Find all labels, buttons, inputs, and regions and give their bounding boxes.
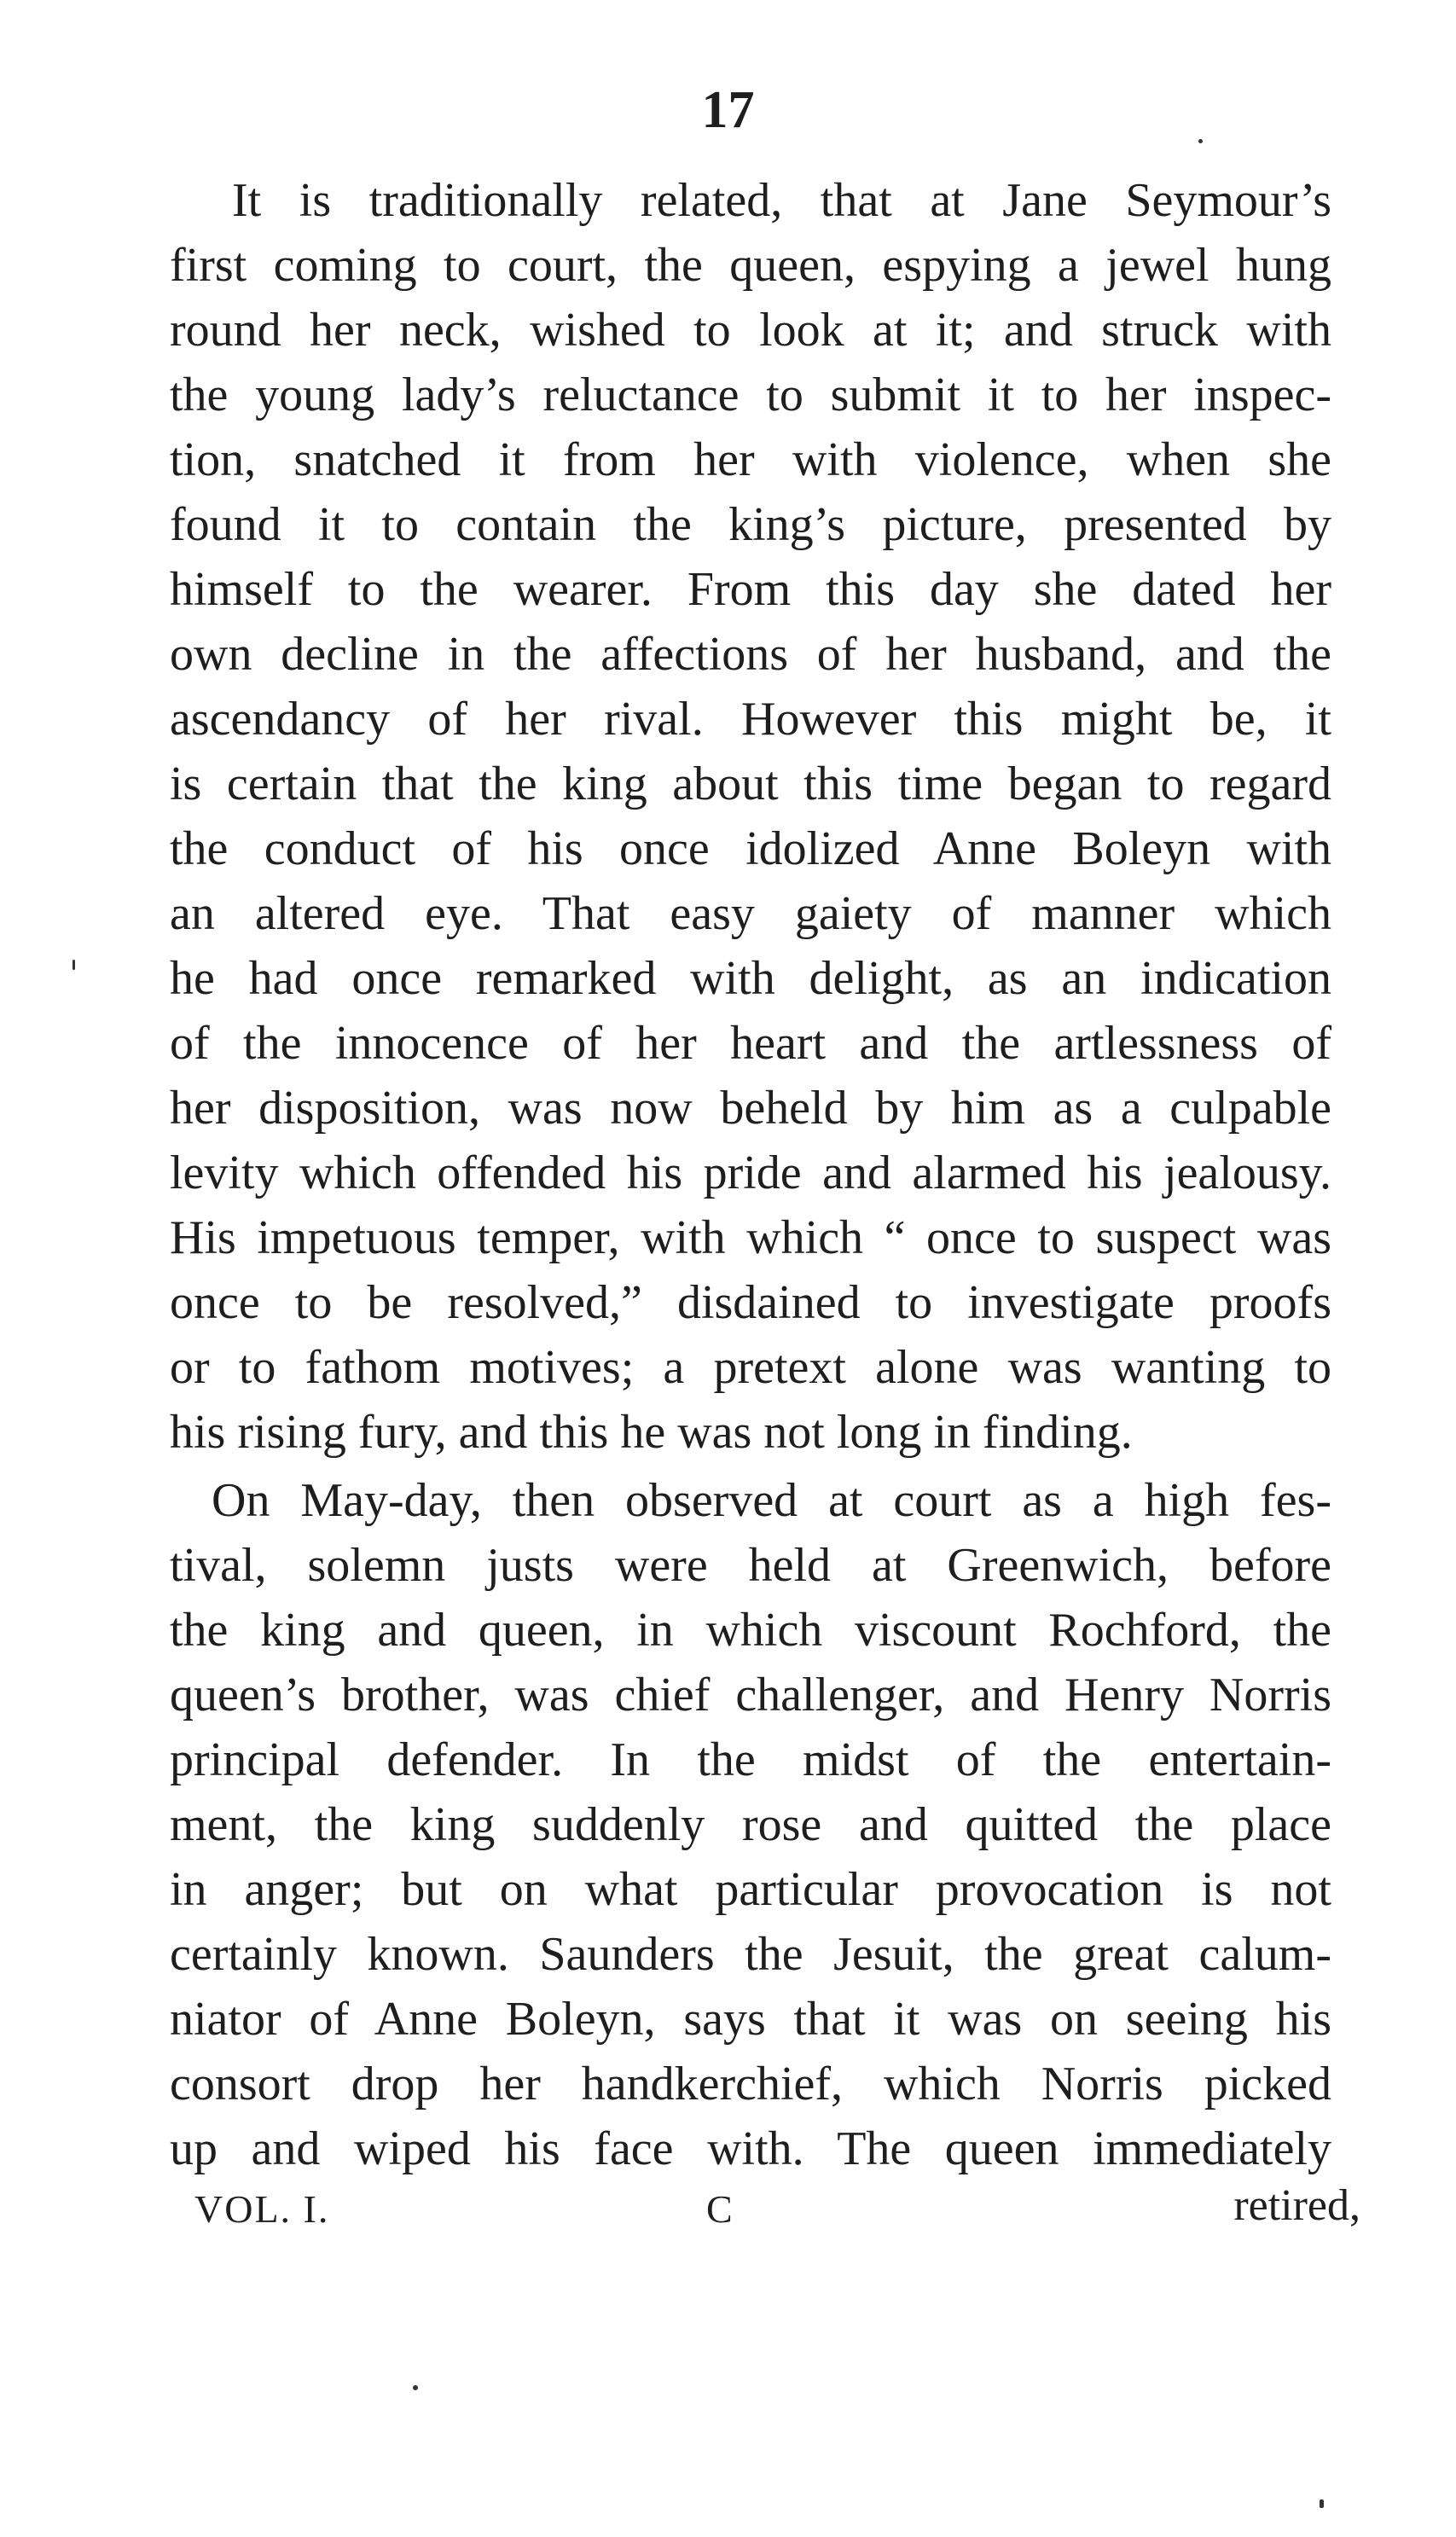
text-line: certainly known. Saunders the Jesuit, the great calum- — [170, 1928, 1331, 1981]
scan-speck — [1320, 2499, 1324, 2508]
text-line: ascendancy of her rival. However this might be, it — [170, 693, 1331, 746]
text-line: consort drop her handkerchief, which Norris picked — [170, 2058, 1331, 2110]
text-line: once to be resolved,” disdained to investigate proofs — [170, 1276, 1331, 1329]
text-line: round her neck, wished to look at it; and struck with — [170, 304, 1331, 357]
text-line: the conduct of his once idolized Anne Boleyn with — [170, 822, 1331, 875]
text-line: levity which offended his pride and alarmed his jealousy. — [170, 1147, 1331, 1199]
text-line: his rising fury, and this he was not long in finding. — [170, 1406, 1133, 1459]
text-line: own decline in the affections of her husband, and the — [170, 628, 1331, 681]
scan-speck — [413, 2385, 418, 2390]
text-line: her disposition, was now beheld by him as a culpable — [170, 1082, 1331, 1135]
page-number: 17 — [701, 81, 755, 139]
text-line: tion, snatched it from her with violence, when she — [170, 433, 1331, 486]
text-line: On May-day, then observed at court as a high fes- — [212, 1474, 1331, 1527]
text-line: the young lady’s reluctance to submit it to her inspec- — [170, 369, 1331, 421]
text-line: is certain that the king about this time began to regard — [170, 758, 1331, 810]
footer-signature-mark: C — [706, 2187, 733, 2231]
text-line: or to fathom motives; a pretext alone was wanting to — [170, 1341, 1331, 1394]
text-line: principal defender. In the midst of the entertain- — [170, 1733, 1331, 1786]
text-line: queen’s brother, was chief challenger, and Henry Norris — [170, 1669, 1331, 1721]
text-line: tival, solemn justs were held at Greenwich, before — [170, 1539, 1331, 1592]
text-line: in anger; but on what particular provocation is not — [170, 1863, 1331, 1916]
footer-volume: VOL. I. — [194, 2187, 330, 2231]
text-line: ment, the king suddenly rose and quitted the place — [170, 1798, 1331, 1851]
text-line: up and wiped his face with. The queen immediately — [170, 2122, 1331, 2175]
text-line: found it to contain the king’s picture, presented by — [170, 498, 1331, 551]
text-line: It is traditionally related, that at Jane Seymour’s — [232, 174, 1331, 227]
footer-catchword: retired, — [1233, 2181, 1360, 2230]
text-line: niator of Anne Boleyn, says that it was on seeing his — [170, 1993, 1331, 2046]
text-line: himself to the wearer. From this day she dated her — [170, 563, 1331, 616]
text-line: he had once remarked with delight, as an indication — [170, 952, 1331, 1005]
text-line: of the innocence of her heart and the artlessness of — [170, 1017, 1331, 1070]
text-line: an altered eye. That easy gaiety of manner which — [170, 887, 1331, 940]
scan-speck — [1198, 139, 1203, 143]
scan-speck — [73, 960, 75, 970]
text-line: the king and queen, in which viscount Rochford, the — [170, 1604, 1331, 1657]
text-line: first coming to court, the queen, espying a jewel hung — [170, 239, 1331, 292]
text-line: His impetuous temper, with which “ once to suspect was — [170, 1211, 1331, 1264]
